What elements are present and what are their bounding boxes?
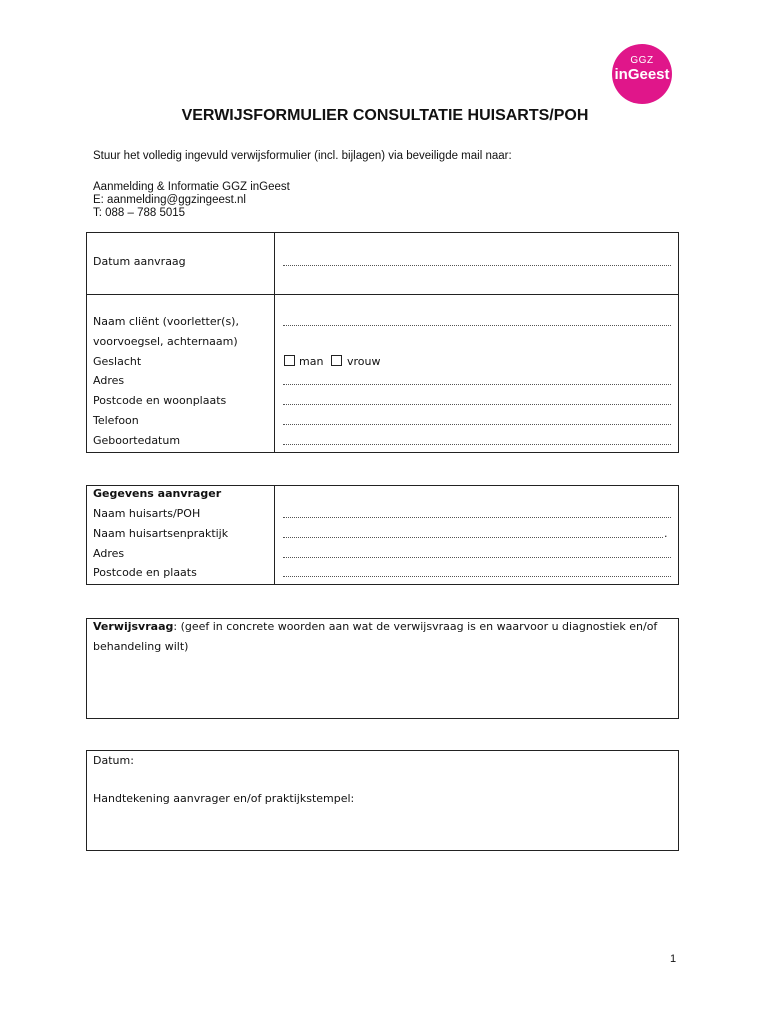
requester-divider: [274, 486, 275, 584]
field-naam-huisarts[interactable]: [283, 517, 671, 518]
client-row-divider: [86, 294, 679, 295]
field-adres[interactable]: [283, 384, 671, 385]
label-postcode-plaats: Postcode en plaats: [93, 566, 197, 579]
label-postcode-woonplaats: Postcode en woonplaats: [93, 394, 227, 407]
checkbox-man[interactable]: [284, 355, 295, 366]
checkbox-vrouw[interactable]: [331, 355, 342, 366]
field-postcode-plaats[interactable]: [283, 576, 671, 577]
ggz-ingeest-logo: [612, 44, 672, 104]
requester-heading: Gegevens aanvrager: [93, 487, 222, 500]
label-handtekening: Handtekening aanvrager en/of praktijkstempel:: [93, 792, 355, 805]
intro-text: Stuur het volledig ingevuld verwijsformulier (incl. bijlagen) via beveiligde mail naar:: [93, 150, 512, 162]
label-naam-huisarts: Naam huisarts/POH: [93, 507, 201, 520]
field-telefoon[interactable]: [283, 424, 671, 425]
logo-line1: GGZ: [630, 55, 654, 66]
contact-phone: T: 088 – 788 5015: [93, 207, 186, 219]
field-adres-aanvrager[interactable]: [283, 557, 671, 558]
logo-line2: inGeest: [614, 66, 670, 83]
page-number: 1: [670, 953, 677, 965]
referral-label: Verwijsvraag: [93, 620, 174, 633]
label-datum-aanvraag: Datum aanvraag: [93, 255, 186, 268]
referral-text-line1: [93, 620, 657, 633]
field-naam-praktijk[interactable]: [283, 537, 663, 538]
page-title: VERWIJSFORMULIER CONSULTATIE HUISARTS/POH: [181, 107, 589, 124]
label-naam-client-2: voorvoegsel, achternaam): [93, 335, 238, 348]
label-adres: Adres: [93, 374, 125, 387]
field-datum-aanvraag[interactable]: [283, 265, 671, 266]
label-geboortedatum: Geboortedatum: [93, 434, 181, 447]
field-geboortedatum[interactable]: [283, 444, 671, 445]
label-naam-praktijk: Naam huisartsenpraktijk: [93, 527, 229, 540]
trailing-dot: .: [664, 527, 668, 540]
referral-section[interactable]: [86, 618, 679, 719]
label-adres-aanvrager: Adres: [93, 547, 125, 560]
field-postcode-woonplaats[interactable]: [283, 404, 671, 405]
label-man: man: [299, 355, 324, 368]
field-naam-client[interactable]: [283, 325, 671, 326]
label-naam-client-1: Naam cliënt (voorletter(s),: [93, 315, 239, 328]
referral-instruction: : (geef in concrete woorden aan wat de verwijsvraag is en waarvoor u diagnostiek en/of: [173, 620, 658, 633]
label-geslacht: Geslacht: [93, 355, 142, 368]
label-telefoon: Telefoon: [93, 414, 139, 427]
label-vrouw: vrouw: [347, 355, 381, 368]
contact-name: Aanmelding & Informatie GGZ inGeest: [93, 181, 290, 193]
label-datum: Datum:: [93, 754, 134, 767]
referral-text-line2: behandeling wilt): [93, 640, 189, 653]
client-divider: [274, 233, 275, 452]
contact-email[interactable]: E: aanmelding@ggzingeest.nl: [93, 194, 246, 206]
